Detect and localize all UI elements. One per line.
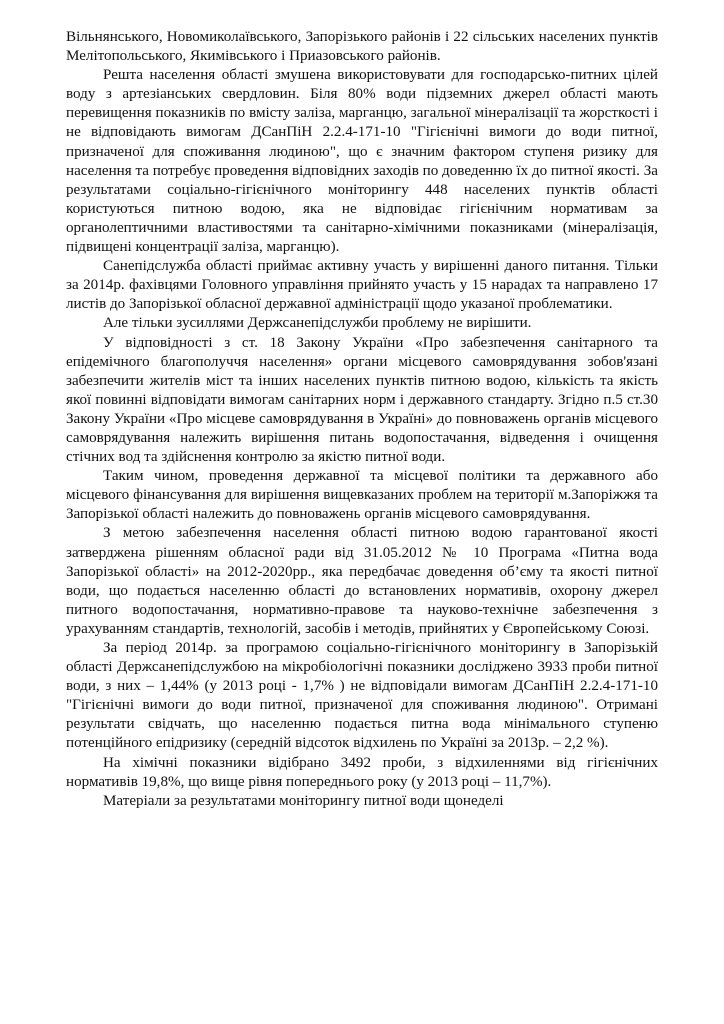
paragraph-sanitary-service: Санепідслужба області приймає активну участь у вирішенні даного питання. Тільки за 2014р. фахівцями Головного управління прийнято участь у 15 нарадах та направлено 17 листів до Запорізької обласної державної адміністрації щодо указаної проблематики.: [66, 258, 658, 313]
paragraph-artesian-water: Решта населення області змушена використовувати для господарсько-питних цілей воду з артезіанських свердловин. Біля 80% води підземних джерел області мають перевищення показників по вмісту заліза, марганцю, загальної мінералізації та жорсткості і не відповідають вимогам ДСанПіН 2.2.4-171-10 "Гігієнічні вимоги до води питної, призначеної для споживання людиною", що є значним фактором ступеня ризику для населення та потребує проведення відповідних заходів по доведенню їх до питної якості. За результатами соціально-гігієнічного моніторингу 448 населених пунктів області користуються питною водою, яка не відповідає гігієнічним нормативам за органолептичними властивостями та санітарно-хімічними показниками (мінералізація, підвищені концентрації заліза, марганцю).: [66, 67, 658, 256]
paragraph-microbiology: За період 2014р. за програмою соціально-гігієнічного моніторингу в Запорізькій області Держсанепідслужбою на мікробіологічні показники досліджено 3933 проби питної води, з них – 1,44% (у 2013 році - 1,7% ) не відповідали вимогам ДСанПіН 2.2.4-171-10 "Гігієнічні вимоги до води питної, призначеної для споживання людиною". Отримані результати свідчать, що населенню подається питна вода мінімального ступеню потенційного епідризику (середній відсоток відхилень по Україні за 2013р. – 2,2 %).: [66, 640, 658, 752]
paragraph-materials: Матеріали за результатами моніторингу питної води щонеделі: [103, 792, 504, 809]
paragraph-chemistry: На хімічні показники відібрано 3492 проби, з відхиленнями від гігієнічних нормативів 19,8%, що вище рівня попереднього року (у 2013 році – 11,7%).: [66, 754, 658, 790]
paragraph-cannot-solve: Але тільки зусиллями Держсанепідслужби проблему не вирішити.: [103, 315, 532, 332]
paragraph-local-authority: Таким чином, проведення державної та місцевої політики та державного або місцевого фінансування для вирішення вищевказаних проблем на території м.Запоріжжя та Запорізької області належить до повноважень органів місцевого самоврядування.: [66, 468, 658, 523]
paragraph-program: З метою забезпечення населення області питною водою гарантованої якості затверджена рішенням обласної ради від 31.05.2012 № 10 Програма «Питна вода Запорізької області» на 2012-2020рр., яка передбачає доведення об’єму та якості питної води, що подається населенню області до встановлених нормативів, охорону джерел питного водопостачання, нормативно-правове та науково-технічне забезпечення з урахуванням стандартів, технологій, засобів і методів, прийнятих у Європейському Союзі.: [66, 525, 658, 637]
paragraph-continuation: Вільнянського, Новомиколаївського, Запорізького районів і 22 сільських населених пунктів Мелітопольського, Якимівського і Приазовського районів.: [66, 29, 658, 65]
paragraph-legal-basis: У відповідності з ст. 18 Закону України «Про забезпечення санітарного та епідемічного благополуччя населення» органи місцевого самоврядування зобов'язані забезпечити жителів міст та інших населених пунктів питною водою, кількість та якість якої повинні відповідати вимогам санітарних норм і державного стандарту. Згідно п.5 ст.30 Закону України «Про місцеве самоврядування в Україні» до повноважень органів місцевого самоврядування належить вирішення питань водопостачання, відведення і очищення стічних вод та здійснення контролю за якістю питної води.: [66, 334, 658, 466]
